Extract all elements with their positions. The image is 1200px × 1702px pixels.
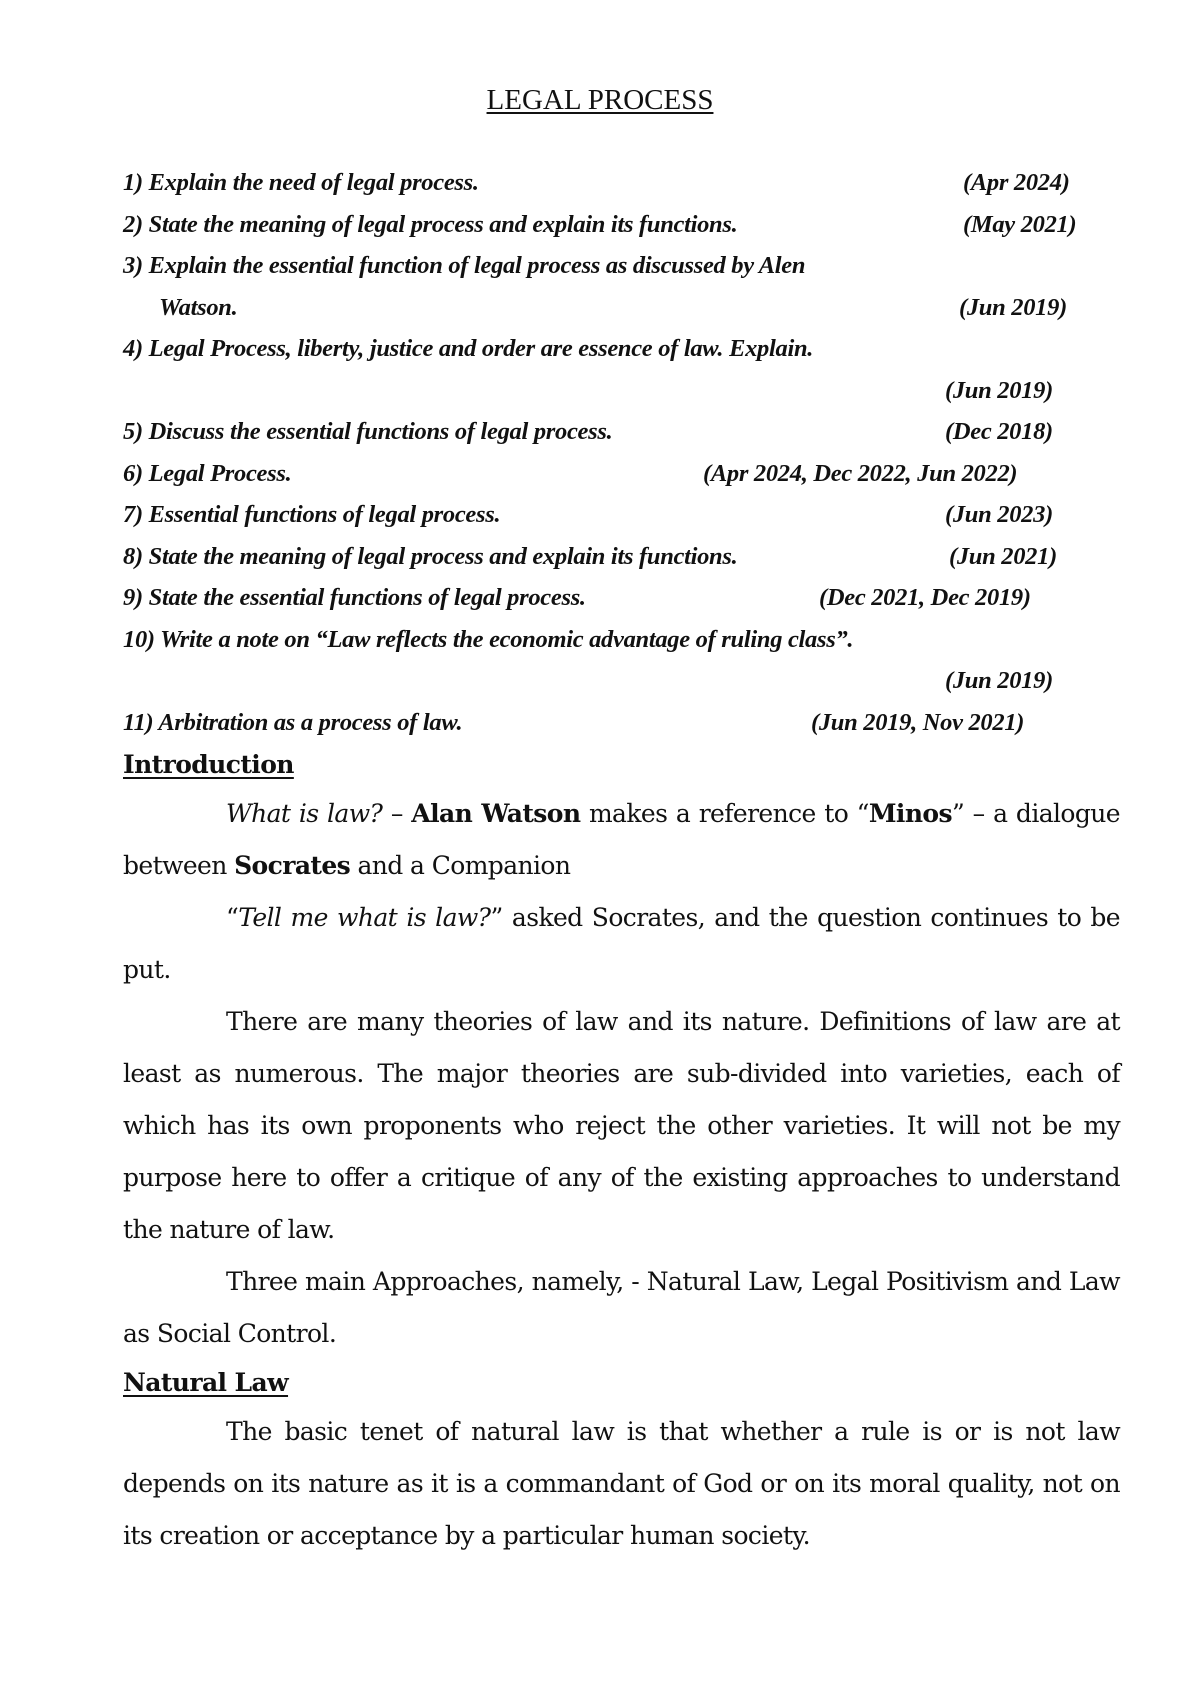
question-4-date: (Jun 2019) — [945, 376, 1053, 404]
question-9: 9) State the essential functions of legal process. (Dec 2021, Dec 2019) — [123, 584, 1031, 611]
intro-paragraph-4: Three main Approaches, namely, - Natural Law, Legal Positivism and Law as Social Control. — [123, 1267, 1120, 1348]
question-4: 4) Legal Process, liberty, justice and order are essence of law. Explain. — [123, 335, 814, 362]
question-list — [123, 162, 1108, 743]
natural-law-paragraph-1: The basic tenet of natural law is that whether a rule is or is not law depends on its nature as it is a commandant of God or on its moral quality, not on its creation or acceptance by a particular human society. — [123, 1417, 1120, 1550]
intro-paragraph-1: What is law? – Alan Watson makes a reference to “Minos” – a dialogue between Socrates and a Companion — [123, 799, 1120, 880]
document-body — [123, 742, 1120, 1562]
question-3: 3) Explain the essential function of legal process as discussed by Alen — [123, 252, 806, 279]
section-heading-natural-law: Natural Law — [123, 1368, 289, 1397]
question-5: 5) Discuss the essential functions of legal process. (Dec 2018) — [123, 418, 1053, 445]
page-title: LEGAL PROCESS — [486, 84, 714, 116]
question-2: 2) State the meaning of legal process and explain its functions. (May 2021) — [123, 210, 1077, 238]
question-3-continued: Watson. (Jun 2019) — [159, 293, 1067, 321]
question-8: 8) State the meaning of legal process and explain its functions. (Jun 2021) — [123, 542, 1057, 570]
question-7: 7) Essential functions of legal process. (Jun 2023) — [123, 501, 1053, 528]
intro-paragraph-3: There are many theories of law and its nature. Definitions of law are at least as numerous. The major theories are sub-divided into varieties, each of which has its own proponents who reject the other varieties. It will not be my purpose here to offer a critique of any of the existing approaches to understand the nature of law. — [123, 1007, 1120, 1244]
intro-paragraph-2: “Tell me what is law?” asked Socrates, and the question continues to be put. — [123, 903, 1121, 984]
question-10: 10) Write a note on “Law reflects the economic advantage of ruling class”. — [123, 625, 854, 653]
question-1: 1) Explain the need of legal process. (Apr 2024) — [123, 169, 1070, 196]
question-10-date: (Jun 2019) — [945, 667, 1053, 694]
question-11: 11) Arbitration as a process of law. (Jun 2019, Nov 2021) — [123, 708, 1025, 736]
section-heading-introduction: Introduction — [123, 750, 294, 779]
question-6: 6) Legal Process. (Apr 2024, Dec 2022, Jun 2022) — [123, 459, 1018, 487]
